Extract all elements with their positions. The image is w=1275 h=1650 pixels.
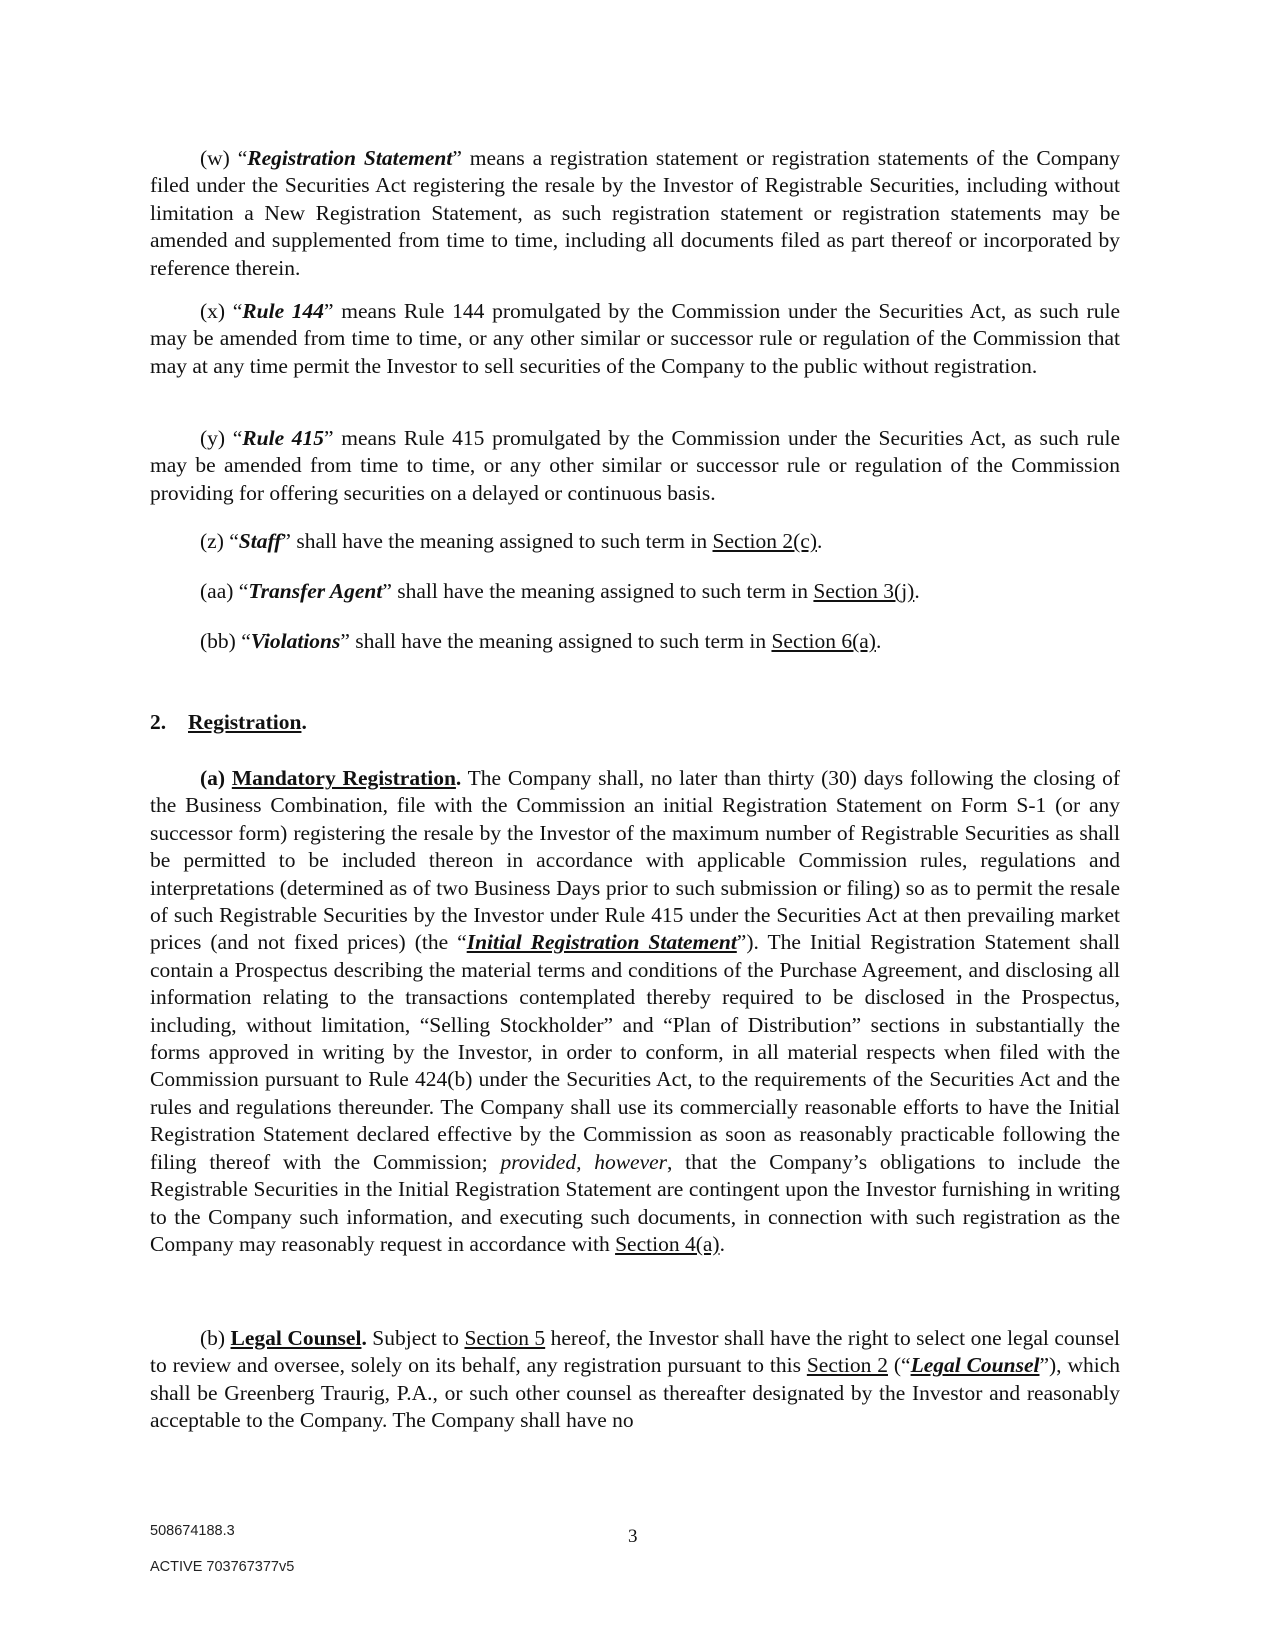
section-reference: Section 2(c) xyxy=(712,529,817,553)
defined-term: Initial Registration Statement xyxy=(466,930,737,955)
definition-x xyxy=(150,298,1120,380)
section-reference: Section 4(a) xyxy=(615,1231,720,1256)
section-title-end: . xyxy=(301,710,307,734)
section-title: Registration xyxy=(188,710,302,734)
definition-bb-prefix: (bb) “ xyxy=(200,629,251,653)
paragraph-legal-counsel xyxy=(150,1325,1120,1435)
paragraph-heading: Mandatory Registration xyxy=(231,766,456,790)
paragraph-label: (b) xyxy=(200,1326,231,1350)
definition-z-prefix: (z) “ xyxy=(200,529,239,553)
definition-w xyxy=(150,145,1120,282)
proviso: provided, however xyxy=(500,1149,668,1174)
definition-bb-body: ” shall have the meaning assigned to such term in xyxy=(340,629,772,653)
definition-w-prefix: (w) “ xyxy=(200,146,248,170)
definition-y xyxy=(150,425,1120,507)
paragraph-end: . xyxy=(719,1231,725,1256)
definition-w-body: ” means a registration statement or registration statements of the Company filed under the Securities Act registering the resale by the Investor of Registrable Securities, including without limitation a New Registration Statement, as such registration statement or registration statements may be amended and supplemented from time to time, including all documents filed as part thereof or incorporated by reference therein. xyxy=(150,146,1120,280)
section-reference: Section 6(a) xyxy=(771,629,876,653)
definition-aa-prefix: (aa) “ xyxy=(200,579,249,603)
section-heading xyxy=(150,710,307,735)
definition-aa-body: ” shall have the meaning assigned to such term in xyxy=(382,579,814,603)
section-reference: Section 5 xyxy=(464,1326,546,1350)
definition-x-body: ” means Rule 144 promulgated by the Commission under the Securities Act, as such rule may be amended from time to time, or any other similar or successor rule or regulation of the Commission that may at any time permit the Investor to sell securities of the Company to the public without registration. xyxy=(150,299,1120,378)
footer-document-id: 508674188.3 xyxy=(150,1523,235,1539)
paragraph-text: ”), which shall be Greenberg Traurig, P.A., or such other counsel as thereafter designated by the Investor and reasonably acceptable to the Company. The Company shall have no xyxy=(150,1353,1120,1433)
definition-y-body: ” means Rule 415 promulgated by the Commission under the Securities Act, as such rule may be amended from time to time, or any other similar or successor rule or regulation of the Commission providing for offering securities on a delayed or continuous basis. xyxy=(150,426,1120,505)
paragraph-mandatory-registration xyxy=(150,765,1120,1258)
definition-x-term: Rule 144 xyxy=(242,299,325,323)
footer-active-id: ACTIVE 703767377v5 xyxy=(150,1559,295,1575)
definition-aa-end: . xyxy=(914,579,920,603)
paragraph-text: The Company shall, no later than thirty (30) days following the closing of the Business Combination, file with the Commission an initial Registration Statement on Form S-1 (or any successor form) registering the resale by the Investor of the maximum number of Registrable Securities as shall be permitted to be included thereon in accordance with applicable Commission rules, regulations and interpretations (determined as of two Business Days prior to such submission or filing) so as to permit the resale of such Registrable Securities by the Investor under Rule 415 under the Securities Act at then prevailing market prices (and not fixed prices) (the “ xyxy=(150,766,1120,955)
paragraph-text: (“ xyxy=(887,1353,911,1378)
paragraph-text: Subject to xyxy=(366,1326,465,1350)
paragraph-text: hereof, the Investor shall have the right to select one legal counsel to review and oversee, solely on its behalf, any registration pursuant to this xyxy=(150,1326,1121,1378)
definition-z xyxy=(150,528,1120,555)
section-number: 2. xyxy=(150,710,167,734)
definition-y-term: Rule 415 xyxy=(242,426,325,450)
definition-bb-end: . xyxy=(875,629,882,653)
section-reference: Section 2 xyxy=(806,1353,888,1378)
definition-z-body: ” shall have the meaning assigned to such term in xyxy=(281,529,713,553)
paragraph-heading-end: . xyxy=(361,1326,367,1350)
page-number: 3 xyxy=(628,1526,638,1547)
paragraph-heading-end: . xyxy=(455,766,462,790)
definition-w-term: Registration Statement xyxy=(247,146,453,170)
paragraph-heading: Legal Counsel xyxy=(230,1326,362,1350)
paragraph-text: , that the Company’s obligations to include the Registrable Securities in the Initial Registration Statement are contingent upon the Investor furnishing in writing to the Company such information, and executing such documents, in connection with such registration as the Company may reasonably request in accordance with xyxy=(150,1149,1121,1256)
definition-aa xyxy=(150,578,1120,605)
paragraph-text: ”). The Initial Registration Statement shall contain a Prospectus describing the material terms and conditions of the Purchase Agreement, and disclosing all information relating to the transactions contemplated thereby required to be disclosed in the Prospectus, including, without limitation, “Selling Stockholder” and “Plan of Distribution” sections in substantially the forms approved in writing by the Investor, in order to conform, in all material respects when filed with the Commission pursuant to Rule 424(b) under the Securities Act, to the requirements of the Securities Act and the rules and regulations thereunder. The Company shall use its commercially reasonable efforts to have the Initial Registration Statement declared effective by the Commission as soon as reasonably practicable following the filing thereof with the Commission; xyxy=(150,930,1120,1174)
definition-z-term: Staff xyxy=(238,529,282,553)
paragraph-label: (a) xyxy=(200,766,232,790)
defined-term: Legal Counsel xyxy=(910,1353,1040,1378)
definition-x-prefix: (x) “ xyxy=(200,299,243,323)
definition-z-end: . xyxy=(816,529,823,553)
section-reference: Section 3(j) xyxy=(813,579,915,603)
definition-bb-term: Violations xyxy=(250,629,341,653)
definition-y-prefix: (y) “ xyxy=(200,426,243,450)
definition-bb xyxy=(150,628,1120,655)
definition-aa-term: Transfer Agent xyxy=(248,579,383,603)
